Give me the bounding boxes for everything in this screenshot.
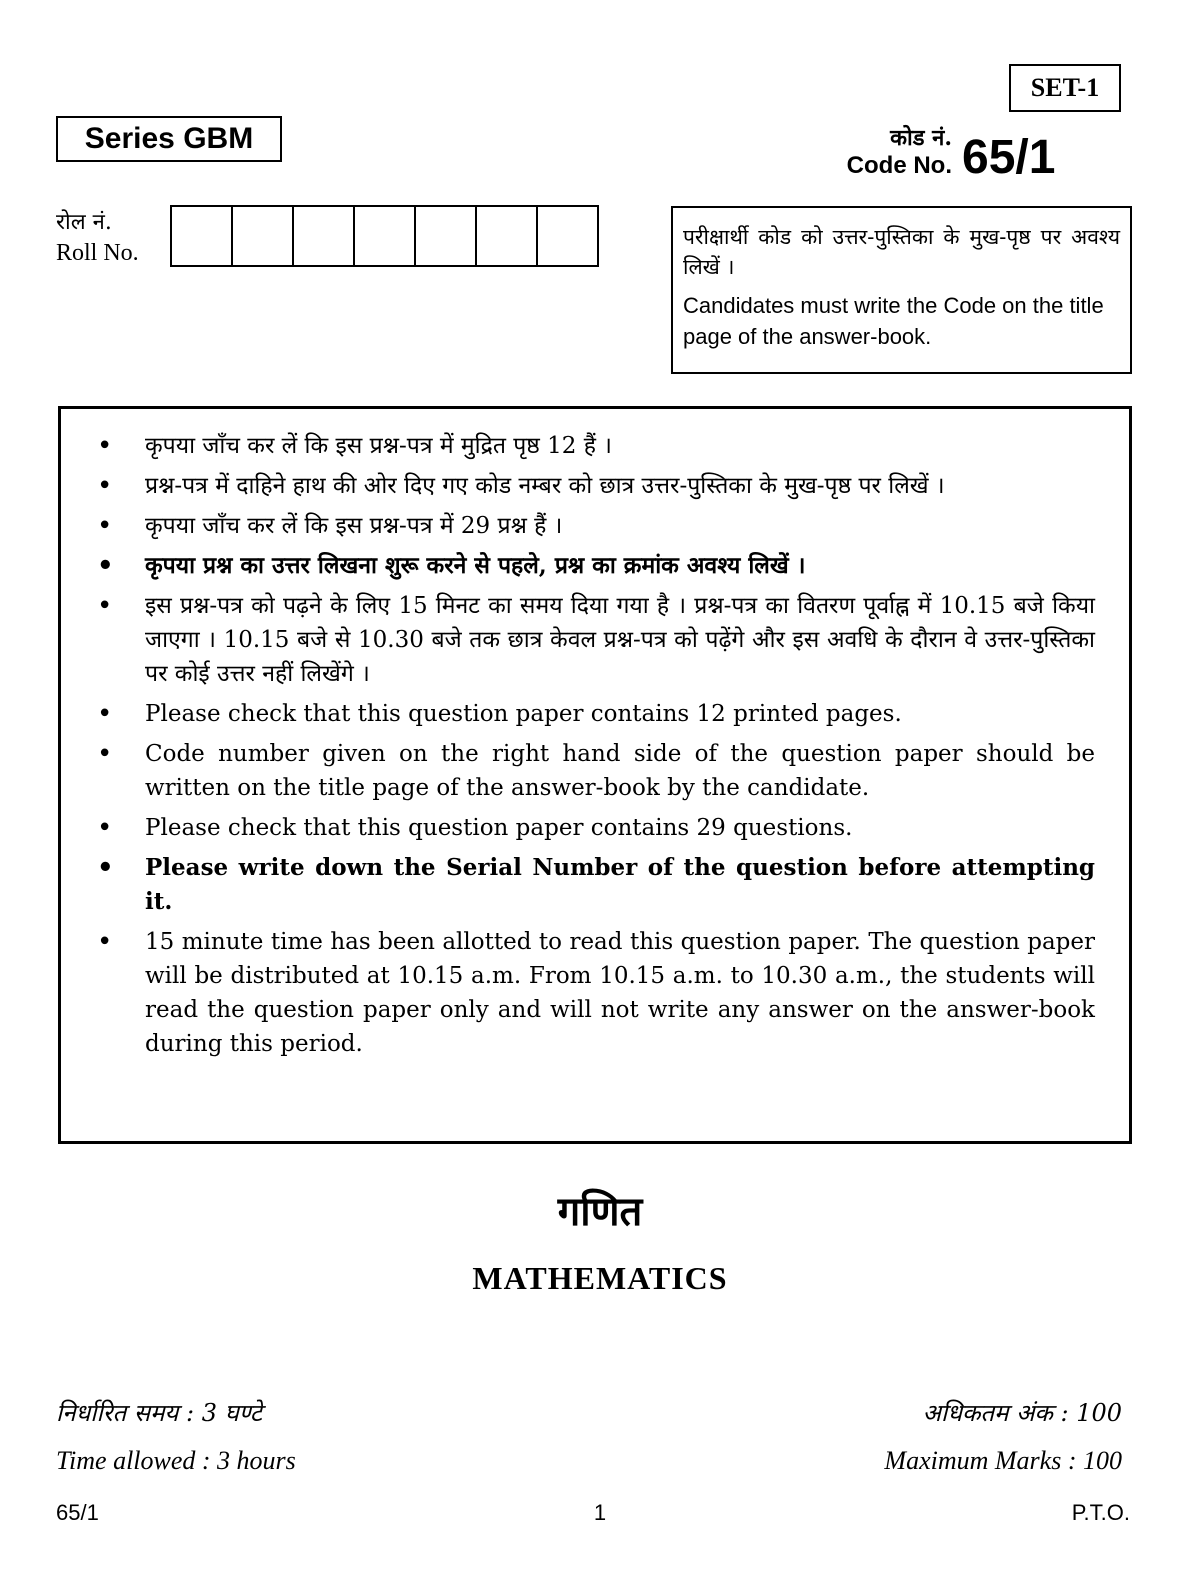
bullet-icon: • [97, 927, 113, 957]
candidate-instruction-hindi: परीक्षार्थी कोड को उत्तर-पुस्तिका के मुख-पृष्ठ पर अवश्य लिखें । [683, 225, 1120, 279]
instruction-item [95, 697, 1095, 731]
instruction-item [95, 851, 1095, 919]
bullet-icon: • [97, 739, 113, 769]
candidate-instruction-english: Candidates must write the Code on the title page of the answer-book. [683, 293, 1104, 349]
maximum-marks-hindi: अधिकतम अंक : 100 [922, 1399, 1122, 1427]
roll-digit-box[interactable] [536, 205, 597, 267]
instruction-item [95, 549, 1095, 583]
instruction-text: Please check that this question paper contains 12 printed pages. [145, 701, 902, 727]
roll-number-boxes[interactable] [170, 205, 599, 267]
instruction-text: कृपया जाँच कर लें कि इस प्रश्न-पत्र में मुद्रित पृष्ठ 12 हैं । [145, 433, 612, 459]
instruction-item [95, 925, 1095, 1061]
roll-digit-box[interactable] [231, 205, 292, 267]
bullet-icon: • [97, 591, 113, 621]
instruction-item [95, 811, 1095, 845]
instruction-item [95, 429, 1095, 463]
instruction-item [95, 737, 1095, 805]
code-label-hindi: कोड नं. [890, 125, 952, 151]
series-label: Series GBM [56, 116, 282, 162]
roll-digit-box[interactable] [353, 205, 414, 267]
instruction-text: Code number given on the right hand side of the question paper should be written on the title page of the answer-book by the candidate. [145, 741, 1095, 801]
code-label-english: Code No. [846, 152, 952, 179]
bullet-icon: • [97, 511, 113, 541]
bullet-icon: • [97, 471, 113, 501]
instruction-item [95, 589, 1095, 691]
instruction-text: इस प्रश्न-पत्र को पढ़ने के लिए 15 मिनट का समय दिया गया है । प्रश्न-पत्र का वितरण पूर्वाह्न में 10.15 बजे किया जाएगा । 10.15 बजे से 10.30 बजे तक छात्र केवल प्रश्न-पत्र को पढ़ेंगे और इस अवधि के दौरान वे उत्तर-पुस्तिका पर कोई उत्तर नहीं लिखेंगे । [145, 593, 1095, 687]
roll-label-hindi: रोल नं. [56, 210, 112, 235]
instruction-text: कृपया प्रश्न का उत्तर लिखना शुरू करने से पहले, प्रश्न का क्रमांक अवश्य लिखें । [145, 552, 806, 579]
roll-digit-box[interactable] [170, 205, 231, 267]
subject-title-hindi: गणित [557, 1188, 643, 1235]
instruction-text: Please check that this question paper contains 29 questions. [145, 815, 853, 841]
roll-label-english: Roll No. [56, 240, 139, 266]
bullet-icon: • [97, 699, 113, 729]
maximum-marks-english: Maximum Marks : 100 [884, 1446, 1122, 1475]
bullet-icon: • [97, 551, 114, 581]
bullet-icon: • [97, 813, 113, 843]
footer-code: 65/1 [56, 1500, 99, 1525]
bullet-icon: • [97, 853, 114, 883]
general-instructions-box [58, 406, 1132, 1144]
time-allowed-hindi: निर्धारित समय : 3 घण्टे [56, 1399, 263, 1427]
instruction-text: कृपया जाँच कर लें कि इस प्रश्न-पत्र में 29 प्रश्न हैं । [145, 513, 563, 539]
page-number: 1 [593, 1500, 607, 1525]
code-number: 65/1 [962, 131, 1056, 184]
instruction-item [95, 509, 1095, 543]
bullet-icon: • [97, 431, 113, 461]
footer-pto: P.T.O. [1071, 1500, 1130, 1525]
instruction-text: 15 minute time has been allotted to read this question paper. The question paper will be distributed at 10.15 a.m. From 10.15 a.m. to 10.30 a.m., the students will read the question paper only and will not write any answer on the answer-book during this period. [145, 929, 1095, 1057]
instruction-text: Please write down the Serial Number of the question before attempting it. [145, 854, 1095, 915]
instruction-item [95, 469, 1095, 503]
roll-digit-box[interactable] [292, 205, 353, 267]
instruction-list [95, 429, 1095, 1061]
time-allowed-english: Time allowed : 3 hours [56, 1446, 296, 1475]
subject-title-english: MATHEMATICS [472, 1260, 728, 1296]
roll-digit-box[interactable] [414, 205, 475, 267]
set-label: SET-1 [1009, 64, 1121, 112]
instruction-text: प्रश्न-पत्र में दाहिने हाथ की ओर दिए गए कोड नम्बर को छात्र उत्तर-पुस्तिका के मुख-पृष्ठ पर लिखें । [145, 473, 945, 499]
candidate-instruction-box [671, 206, 1132, 374]
roll-digit-box[interactable] [475, 205, 536, 267]
